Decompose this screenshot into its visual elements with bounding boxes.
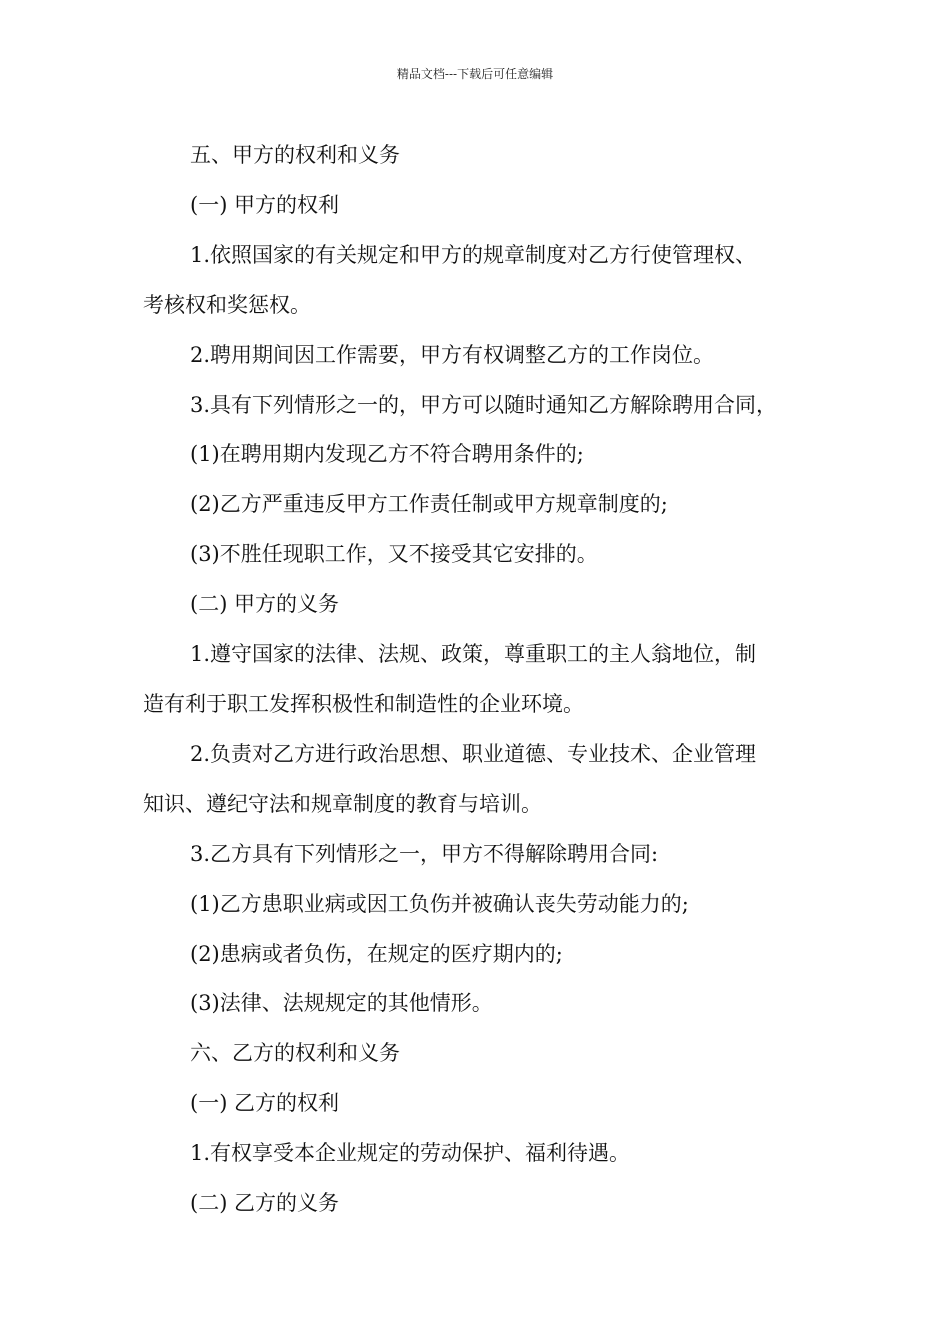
subsection-heading: (一) 乙方的权利 [190,1091,340,1116]
section-heading: 五、甲方的权利和义务 [190,143,400,167]
section-heading: 六、乙方的权利和义务 [190,1041,400,1066]
subsection-heading: (二) 乙方的义务 [190,1191,340,1216]
list-item: (2)乙方严重违反甲方工作责任制或甲方规章制度的; [190,492,668,517]
list-item: (3)法律、法规规定的其他情形。 [190,991,493,1016]
list-item: (3)不胜任现职工作，又不接受其它安排的。 [190,542,598,567]
paragraph-line: 3.具有下列情形之一的，甲方可以随时通知乙方解除聘用合同， [190,392,778,417]
paragraph-line: 2.负责对乙方进行政治思想、职业道德、专业技术、企业管理 [190,741,757,766]
page-header: 精品文档---下载后可任意编辑 [396,67,554,81]
subsection-heading: (二) 甲方的义务 [190,592,340,617]
paragraph-line: 考核权和奖惩权。 [143,292,311,317]
paragraph-line: 2.聘用期间因工作需要，甲方有权调整乙方的工作岗位。 [190,342,715,367]
list-item: (1)在聘用期内发现乙方不符合聘用条件的; [190,442,584,467]
paragraph-line: 3.乙方具有下列情形之一，甲方不得解除聘用合同: [190,841,659,866]
document-body [143,131,808,1229]
list-item: (1)乙方患职业病或因工负伤并被确认丧失劳动能力的; [190,891,689,916]
paragraph-line: 知识、遵纪守法和规章制度的教育与培训。 [143,791,542,816]
list-item: (2)患病或者负伤，在规定的医疗期内的; [190,941,563,966]
paragraph-line: 1.依照国家的有关规定和甲方的规章制度对乙方行使管理权、 [190,242,757,267]
paragraph-line: 1.遵守国家的法律、法规、政策，尊重职工的主人翁地位，制 [190,642,757,667]
subsection-heading: (一) 甲方的权利 [190,192,340,217]
paragraph-line: 1.有权享受本企业规定的劳动保护、福利待遇。 [190,1141,631,1166]
paragraph-line: 造有利于职工发挥积极性和制造性的企业环境。 [143,691,584,716]
